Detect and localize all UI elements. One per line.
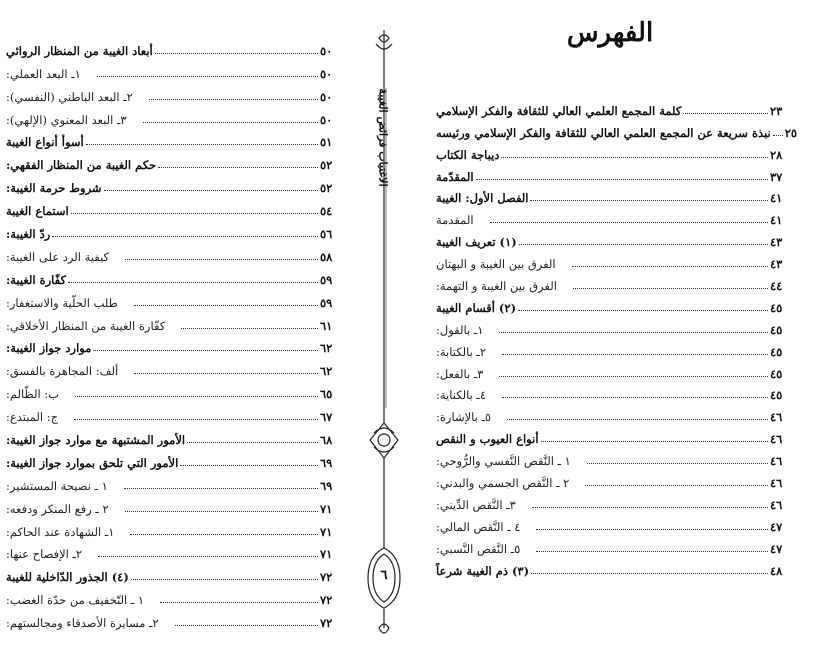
toc-entry-page: ٤٦ xyxy=(770,454,783,469)
dot-leader xyxy=(490,222,768,223)
toc-entry xyxy=(4,151,354,174)
toc-entry-title: أسوأ أنواع الغيبة xyxy=(6,135,84,150)
toc-entry-title: ٢ـ بالكتابة: xyxy=(436,344,486,359)
toc-entry-page: ٥١ xyxy=(320,135,333,150)
toc-entry-title: ١ ـ التّخفيف من حدّة الغضب: xyxy=(6,593,145,608)
toc-entry-title: شروط حرمة الغيبة: xyxy=(6,181,102,196)
toc-entry xyxy=(434,383,804,405)
dot-leader xyxy=(175,625,318,626)
toc-entry-page: ٧١ xyxy=(320,547,333,562)
toc-entry-page: ٥٩ xyxy=(320,295,333,310)
toc-entry-title: كفّارة الغيبة من المنظار الأخلاقي: xyxy=(6,318,166,333)
toc-entry-title: ٢ـ مسايرة الأصدقاء ومجالستهم: xyxy=(6,616,159,631)
toc-entry xyxy=(4,243,354,266)
toc-entry xyxy=(4,129,354,152)
toc-entry xyxy=(4,220,354,243)
toc-entry-page: ٦٥ xyxy=(320,387,333,402)
dot-leader xyxy=(134,305,318,306)
toc-entry xyxy=(434,514,804,536)
dot-leader xyxy=(158,167,318,168)
dot-leader xyxy=(501,157,768,158)
toc-entry-page: ٤٥ xyxy=(770,344,783,359)
dot-leader xyxy=(587,463,768,464)
toc-entry-page: ٦٧ xyxy=(320,410,333,425)
toc-entry xyxy=(4,174,354,197)
toc-entry-title: كيفية الرد على الغيبة: xyxy=(6,249,110,264)
toc-entry-title: الفرق بين الغيبة و البهتان xyxy=(436,257,556,272)
toc-entry xyxy=(434,295,804,317)
toc-entry xyxy=(4,357,354,380)
dot-leader xyxy=(507,419,768,420)
toc-entry xyxy=(434,120,804,142)
toc-entry-page: ٣٧ xyxy=(770,169,783,184)
toc-entry-title: موارد جواز الغيبة: xyxy=(6,341,92,356)
dot-leader xyxy=(124,488,318,489)
toc-entry-title: المقدّمة xyxy=(436,169,474,184)
toc-entry xyxy=(4,312,354,335)
toc-entry-title: (١) تعريف الغيبة xyxy=(436,235,517,250)
toc-entry-title: ٣ـ بالفعل: xyxy=(436,366,484,381)
dot-leader xyxy=(683,113,768,114)
dot-leader xyxy=(75,396,318,397)
toc-entry-page: ٦٩ xyxy=(320,455,333,470)
dot-leader xyxy=(518,310,768,311)
toc-entry-page: ٤٦ xyxy=(770,410,783,425)
dot-leader xyxy=(143,122,318,123)
toc-entry xyxy=(434,98,804,120)
toc-entry xyxy=(4,449,354,472)
dot-leader xyxy=(572,266,768,267)
dot-leader xyxy=(502,354,768,355)
dot-leader xyxy=(536,551,768,552)
dot-leader xyxy=(530,200,768,201)
toc-entry-title: ١ـ بالقول: xyxy=(436,322,484,337)
toc-entry-title: ٣ـ البعد المعنوي (الإلهي): xyxy=(6,112,127,127)
dot-leader xyxy=(476,179,768,180)
page-title: الفهرس xyxy=(566,18,654,48)
toc-entry-page: ٦٩ xyxy=(320,478,333,493)
toc-entry-page: ٢٨ xyxy=(770,147,783,162)
toc-entry-title: ١ ـ نصيحة المستشير: xyxy=(6,478,108,493)
toc-entry-title: ألف: المجاهرة بالفسق: xyxy=(6,364,119,379)
dot-leader xyxy=(541,441,768,442)
dot-leader xyxy=(155,53,318,54)
toc-entry xyxy=(4,289,354,312)
toc-entry-page: ٥٩ xyxy=(320,272,333,287)
toc-entry xyxy=(434,164,804,186)
toc-entry-title: (٢) أقسام الغيبة xyxy=(436,300,517,315)
dot-leader xyxy=(181,328,318,329)
toc-entry xyxy=(434,317,804,339)
toc-entry-title: الفرق بين الغيبة و التهمة: xyxy=(436,279,557,294)
toc-entry xyxy=(4,586,354,609)
dot-leader xyxy=(519,244,768,245)
toc-entry xyxy=(434,207,804,229)
toc-entry-title: أبعاد الغيبة من المنظار الروائي xyxy=(6,43,153,58)
dot-leader xyxy=(68,282,318,283)
toc-entry-page: ٤١ xyxy=(770,191,783,206)
right-toc-list xyxy=(434,98,804,580)
dot-leader xyxy=(573,288,768,289)
toc-entry-page: ٤٥ xyxy=(770,300,783,315)
toc-entry-title: ٢ ـ رفع المنكر ودفعه: xyxy=(6,501,109,516)
toc-entry xyxy=(434,142,804,164)
dot-leader xyxy=(502,397,768,398)
dot-leader xyxy=(74,419,318,420)
toc-entry xyxy=(4,380,354,403)
toc-entry xyxy=(4,403,354,426)
toc-entry-title: ٤ـ بالكناية: xyxy=(436,388,486,403)
toc-entry-page: ٢٥ xyxy=(784,125,798,140)
toc-entry-page: ٦٢ xyxy=(320,364,333,379)
toc-entry xyxy=(4,609,354,632)
dot-leader xyxy=(499,376,768,377)
toc-entry xyxy=(434,426,804,448)
toc-entry-title: ديباجة الكتاب xyxy=(436,147,500,162)
toc-entry-page: ٥٠ xyxy=(320,43,333,58)
dot-leader xyxy=(52,236,318,237)
toc-entry-title: ٥ـ بالإشارة: xyxy=(436,410,492,425)
toc-entry-page: ٤٤ xyxy=(770,279,783,294)
page-number: ٦ xyxy=(380,568,388,583)
toc-entry-title: أنواع العيوب و النقص xyxy=(436,432,539,447)
toc-entry-title: ١ـ الشهادة عند الحاكم: xyxy=(6,524,115,539)
toc-entry-page: ٤٣ xyxy=(770,235,783,250)
dot-leader xyxy=(160,602,318,603)
toc-entry-title: ١ ـ النَّقص النَّفسي والرُّوحي: xyxy=(436,454,571,469)
toc-entry-page: ٥٦ xyxy=(320,227,333,242)
dot-leader xyxy=(149,99,318,100)
toc-entry-page: ٤٦ xyxy=(770,497,783,512)
toc-entry-title: ردّ الغيبة: xyxy=(6,227,51,242)
toc-entry-page: ٥٢ xyxy=(320,181,333,196)
toc-entry-title: كفّارة الغيبة: xyxy=(6,272,66,287)
toc-entry xyxy=(4,83,354,106)
toc-entry xyxy=(434,492,804,514)
toc-entry-page: ٥٢ xyxy=(320,158,333,173)
dot-leader xyxy=(536,529,768,530)
dot-leader xyxy=(104,190,318,191)
toc-entry-page: ٦١ xyxy=(320,318,333,333)
toc-entry-title: المقدمة xyxy=(436,213,474,228)
toc-entry-page: ٤٣ xyxy=(770,257,783,272)
toc-entry-page: ٤٥ xyxy=(770,322,783,337)
toc-entry xyxy=(4,563,354,586)
toc-entry xyxy=(4,426,354,449)
toc-entry-page: ٥٨ xyxy=(320,249,333,264)
toc-entry-title: نبذة سريعة عن المجمع العلمي العالي للثقافة والفكر الإسلامي ورئيسه xyxy=(436,125,771,140)
toc-entry xyxy=(4,60,354,83)
toc-entry xyxy=(4,266,354,289)
dot-leader xyxy=(187,442,318,443)
toc-entry-page: ٤٦ xyxy=(770,432,783,447)
dot-leader xyxy=(93,350,318,351)
dot-leader xyxy=(773,135,783,136)
toc-entry-title: الفصل الأول: الغيبة xyxy=(436,191,529,206)
toc-entry-page: ٧٢ xyxy=(320,593,333,608)
toc-entry xyxy=(434,536,804,558)
toc-entry xyxy=(434,470,804,492)
toc-entry-title: استماع الغيبة xyxy=(6,204,69,219)
dot-leader xyxy=(131,579,318,580)
toc-entry-page: ٧١ xyxy=(320,501,333,516)
toc-entry xyxy=(4,335,354,358)
toc-entry-title: ٤ ـ النَّقص المالي: xyxy=(436,519,521,534)
toc-entry-title: ٢ـ البعد الباطني (النفسي): xyxy=(6,89,133,104)
toc-entry-title: ١ـ البعد العملي: xyxy=(6,66,81,81)
toc-entry-title: ٢ ـ النَّقص الجسمي والبدني: xyxy=(436,476,570,491)
toc-entry xyxy=(4,106,354,129)
toc-entry xyxy=(434,404,804,426)
toc-entry-title: (٤) الجذور الدّاخلية للغيبة xyxy=(6,570,129,585)
toc-entry-title: الأمور المشتبهة مع موارد جواز الغيبة: xyxy=(6,433,186,448)
dot-leader xyxy=(125,259,318,260)
toc-entry-page: ٥٠ xyxy=(320,112,333,127)
toc-entry-title: طلب الحلّية والاستغفار: xyxy=(6,295,118,310)
dot-leader xyxy=(86,144,318,145)
toc-entry-page: ٦٢ xyxy=(320,341,333,356)
toc-entry-title: كلمة المجمع العلمي العالي للثقافة والفكر الإسلامي xyxy=(436,103,682,118)
toc-entry xyxy=(4,495,354,518)
toc-entry xyxy=(434,339,804,361)
toc-entry-title: ٥ـ النَّقص النَّسبي: xyxy=(436,541,521,556)
toc-entry-page: ٤٧ xyxy=(770,519,783,534)
dot-leader xyxy=(532,507,768,508)
toc-entry xyxy=(4,37,354,60)
toc-entry-page: ٤٥ xyxy=(770,388,783,403)
toc-entry-page: ٤٦ xyxy=(770,476,783,491)
toc-entry xyxy=(4,518,354,541)
dot-leader xyxy=(125,511,318,512)
toc-entry-title: ٣ـ النَّقص الدِّيني: xyxy=(436,497,516,512)
dot-leader xyxy=(531,573,768,574)
toc-entry-page: ٤٨ xyxy=(770,563,783,578)
toc-entry-title: حكم الغيبة من المنظار الفقهي: xyxy=(6,158,157,173)
toc-entry-title: ٢ـ الإفصاح عنها: xyxy=(6,547,83,562)
left-toc-list xyxy=(4,37,354,632)
toc-entry-page: ٧١ xyxy=(320,524,333,539)
toc-entry-page: ٤١ xyxy=(770,213,783,228)
toc-entry xyxy=(434,229,804,251)
toc-entry-page: ٤٧ xyxy=(770,541,783,556)
toc-entry xyxy=(434,186,804,208)
toc-entry-title: الأمور التي تلحق بموارد جواز الغيبة: xyxy=(6,455,179,470)
toc-entry-page: ٥٠ xyxy=(320,89,333,104)
dot-leader xyxy=(180,465,318,466)
dot-leader xyxy=(134,373,318,374)
toc-entry-page: ٥٠ xyxy=(320,66,333,81)
dot-leader xyxy=(130,534,318,535)
toc-entry xyxy=(434,251,804,273)
dot-leader xyxy=(71,213,318,214)
toc-entry-page: ٥٤ xyxy=(320,204,333,219)
toc-entry xyxy=(4,197,354,220)
right-page xyxy=(410,0,821,655)
dot-leader xyxy=(97,76,318,77)
dot-leader xyxy=(585,485,768,486)
toc-entry-page: ٤٥ xyxy=(770,366,783,381)
toc-entry-page: ٧٢ xyxy=(320,616,333,631)
toc-entry xyxy=(4,472,354,495)
toc-entry-title: (٣) ذم الغيبة شرعاً xyxy=(436,563,530,578)
toc-entry-title: ب: الظّالم: xyxy=(6,387,60,402)
toc-entry-page: ٦٨ xyxy=(320,433,333,448)
toc-entry xyxy=(434,448,804,470)
toc-entry-page: ٢٣ xyxy=(770,103,783,118)
left-page xyxy=(0,0,360,655)
toc-entry xyxy=(434,558,804,580)
toc-entry-page: ٧٢ xyxy=(320,570,333,585)
toc-entry xyxy=(434,361,804,383)
running-header: الاغتياب فرائض الغيبة xyxy=(376,87,390,187)
dot-leader xyxy=(98,556,318,557)
toc-entry xyxy=(4,541,354,564)
dot-leader xyxy=(499,332,768,333)
toc-entry xyxy=(434,273,804,295)
toc-entry-title: ج: المبتدع: xyxy=(6,410,59,425)
